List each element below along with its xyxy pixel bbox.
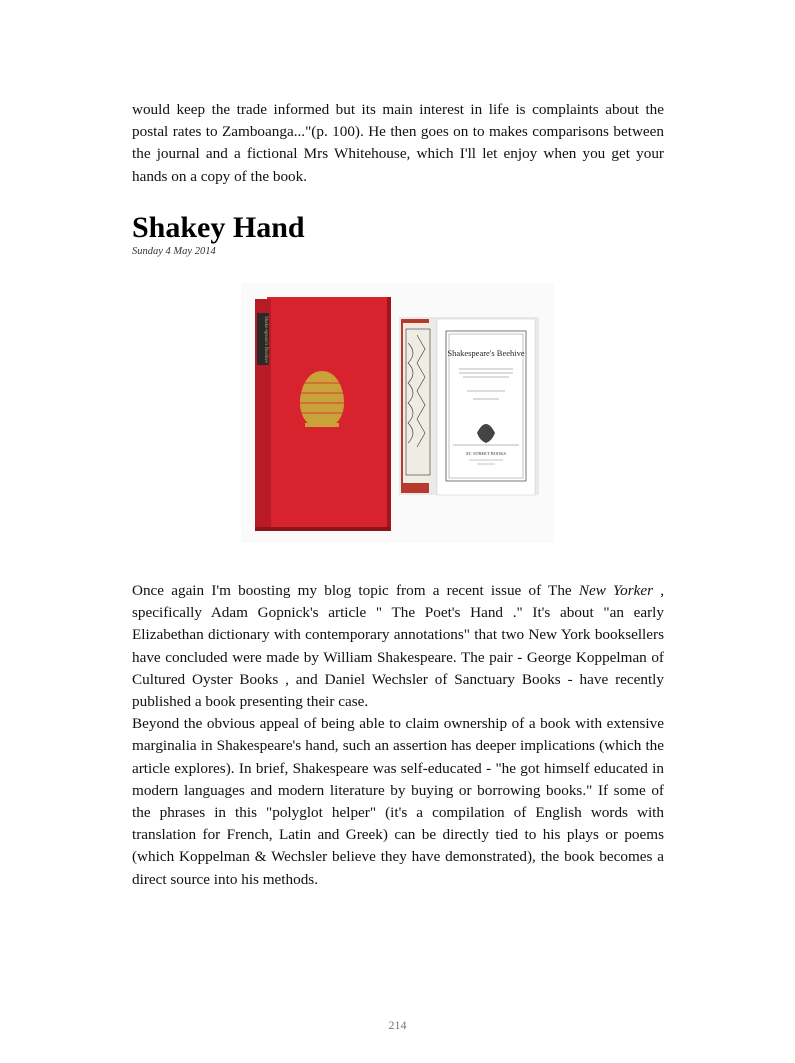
new-yorker-link[interactable]: New Yorker xyxy=(578,582,654,599)
body-paragraph-1 xyxy=(132,580,664,713)
book-photo xyxy=(241,283,554,543)
intro-paragraph: would keep the trade informed but its main interest in life is complaints about the postal rates to Zamboanga..."(p. 100). He then goes on to makes comparisons between the journal and a fictional Mrs Whitehouse, which I'll let enjoy when you get your hands on a copy of the book. xyxy=(132,101,664,185)
title-page-publisher: ST. STREET BOOKS xyxy=(466,451,506,456)
page-number: 214 xyxy=(388,1018,407,1032)
title-page-heading: Shakespeare's Beehive xyxy=(447,348,525,358)
post-title: Shakey Hand xyxy=(132,211,305,244)
body-paragraph-2: Beyond the obvious appeal of being able to claim ownership of a book with extensive marginalia in Shakespeare's hand, such an assertion has deeper implications (which the article explores). In brief, Shakespeare was self-educated - "he got himself educated in modern languages and modern literature by buying or borrowing books." If some of the phrases in this "polyglot helper" (it's a compilation of English words with translation for French, Latin and Greek) can be directly tied to his plays or poems (which Koppelman & Wechsler believe they have demonstrated), the book becomes a direct source into his methods. xyxy=(132,715,664,888)
paragraph-1-part-2: , specifically Adam Gopnick's article " The Poet's Hand ." It's about "an early Elizabethan dictionary with contemporary annotations" that two New York booksellers have concluded were made by William Shakespeare. The pair - George Koppelman of Cultured Oyster Books , and Daniel Wechsler of Sanctuary Books - have recently published a book presenting their case. xyxy=(132,582,665,711)
spine-label: Shake-speare's Beehive xyxy=(263,316,268,364)
paragraph-1-part-1: Once again I'm boosting my blog topic from a recent issue of The xyxy=(132,582,579,599)
post-body xyxy=(132,580,664,891)
post-date: Sunday 4 May 2014 xyxy=(132,246,216,257)
